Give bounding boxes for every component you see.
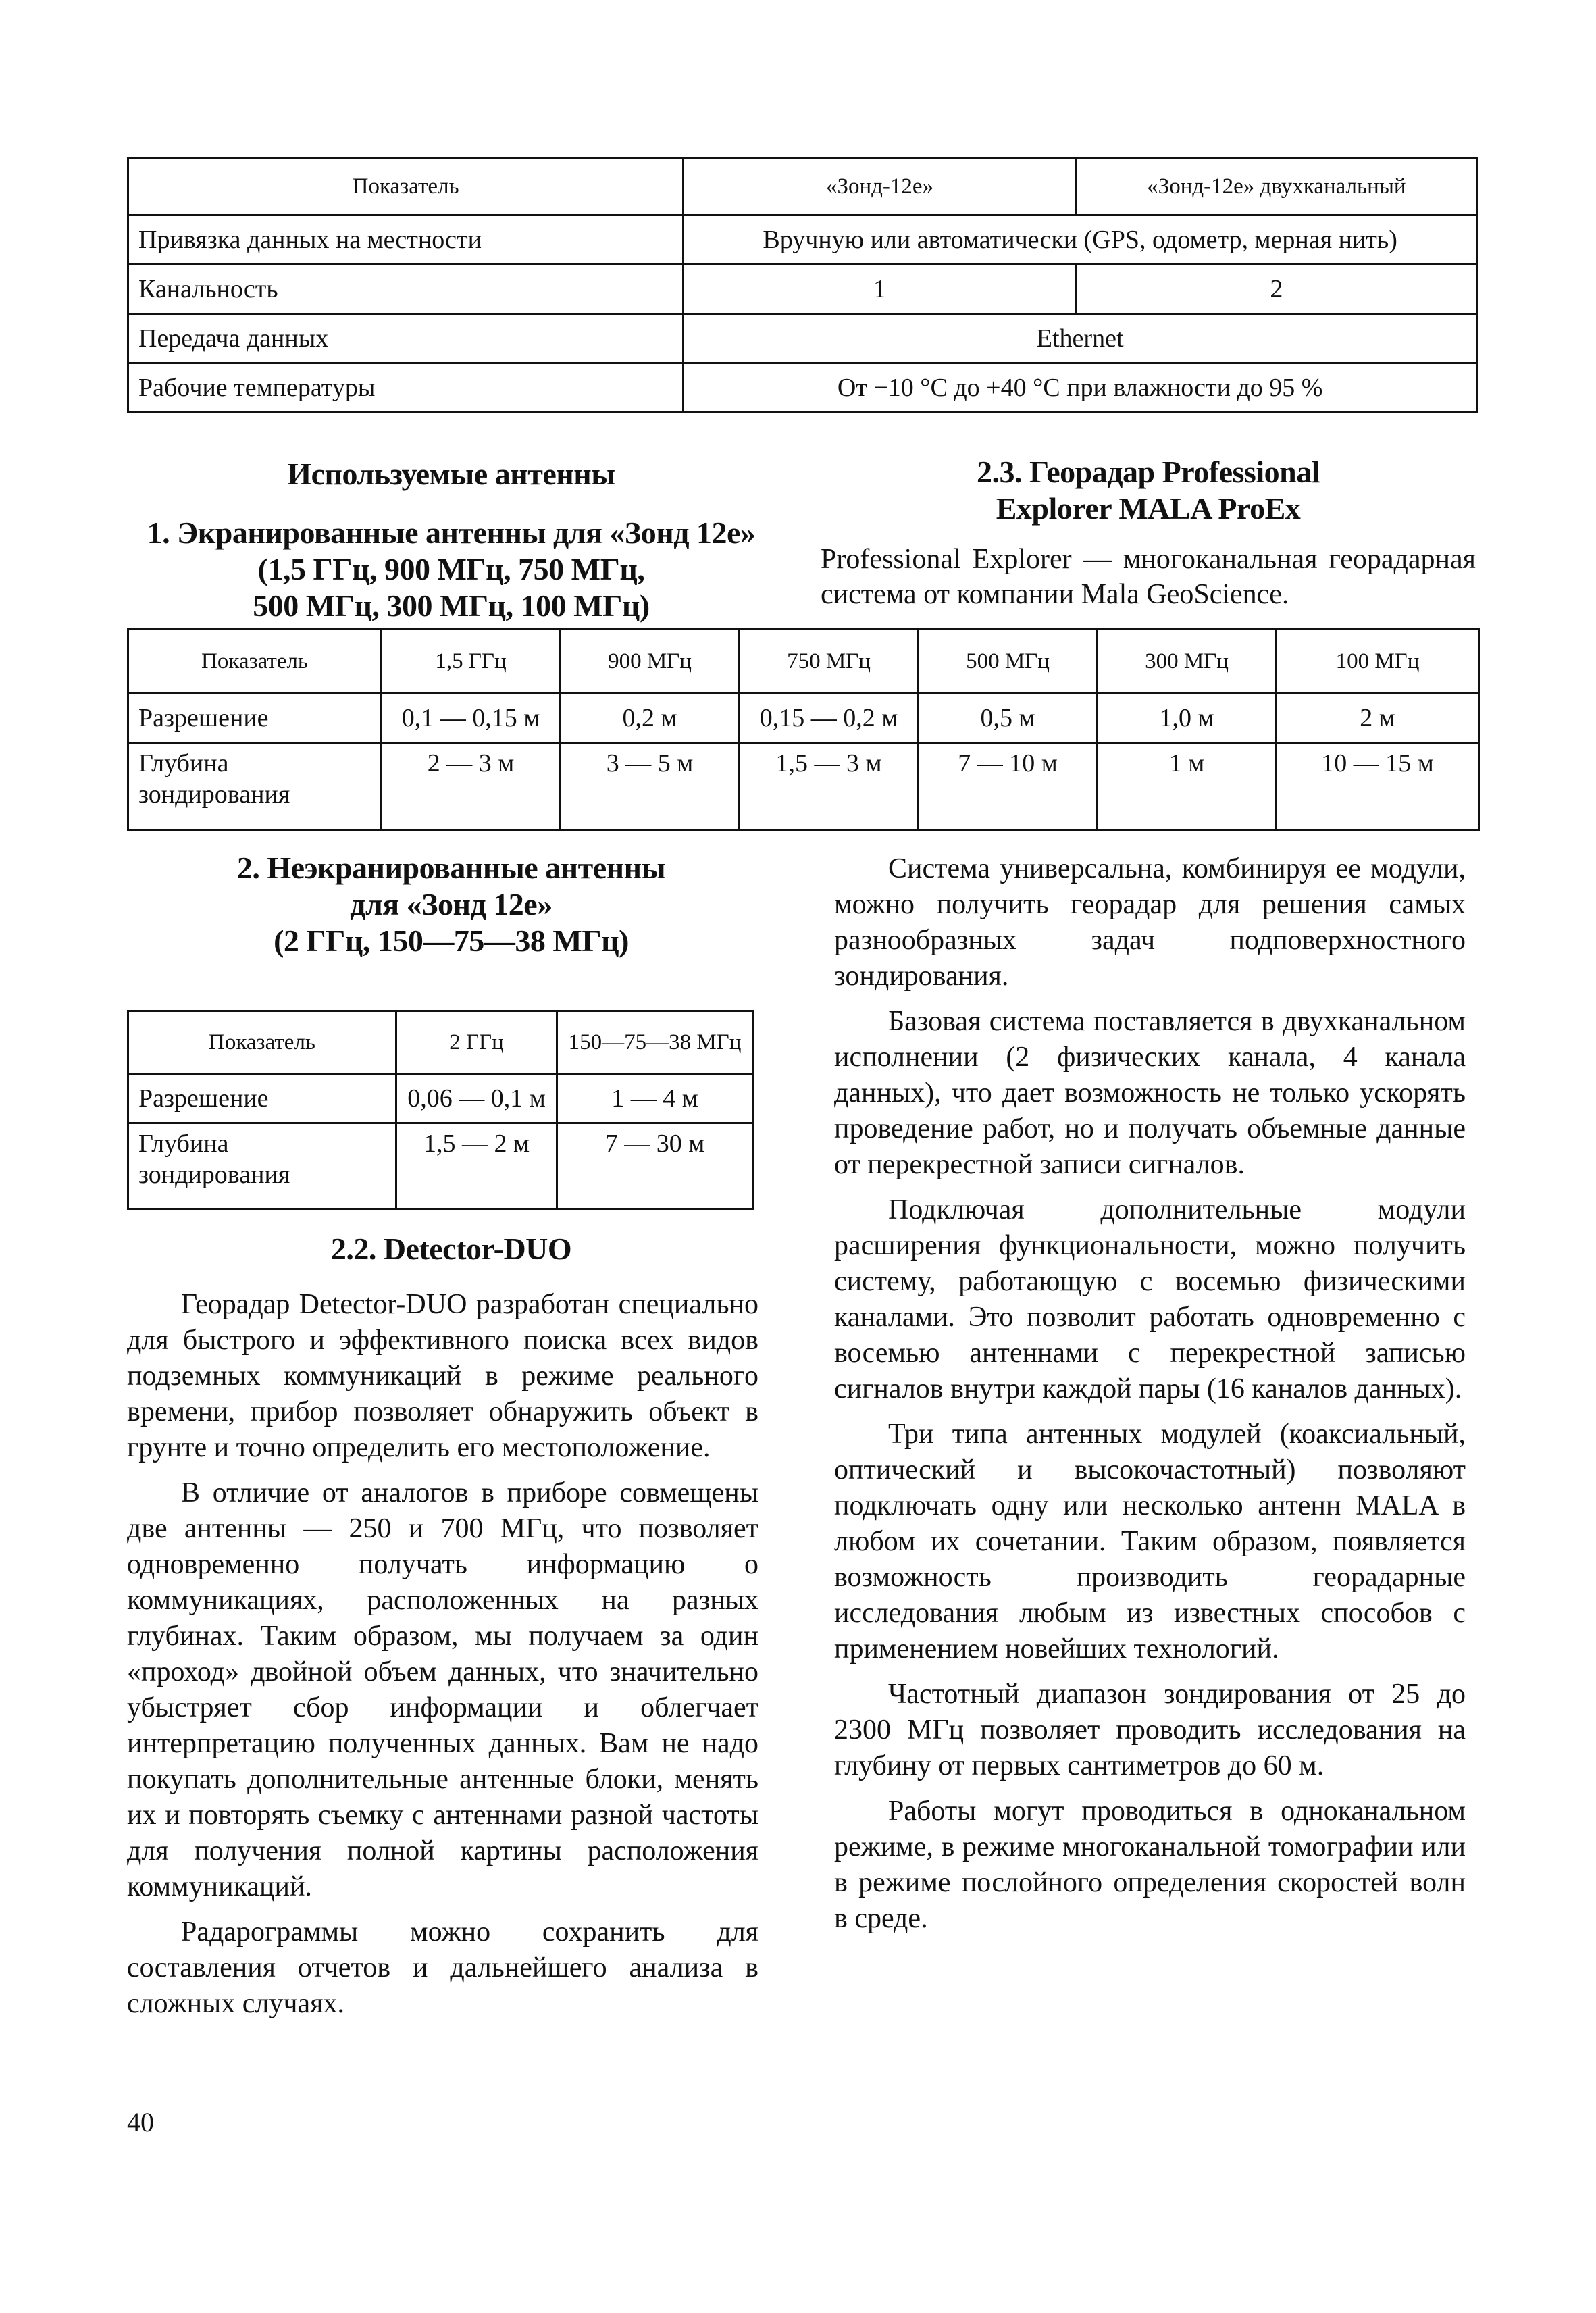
row-label: Привязка данных на местности <box>128 215 684 265</box>
detector-duo-text <box>127 1287 758 2031</box>
proex-body-text <box>834 851 1466 1946</box>
heading-line: для «Зонд 12е» <box>350 887 552 921</box>
table-row <box>128 265 1477 314</box>
heading-line: (2 ГГц, 150—75—38 МГц) <box>274 923 629 958</box>
table-cell: 1,5 — 3 м <box>740 743 919 830</box>
row-label: Передача данных <box>128 314 684 363</box>
table-cell: 0,15 — 0,2 м <box>740 694 919 743</box>
table-cell: 1 — 4 м <box>557 1074 753 1123</box>
header-cell: 100 МГц <box>1277 630 1479 694</box>
table-cell: 3 — 5 м <box>561 743 740 830</box>
header-cell: 500 МГц <box>919 630 1098 694</box>
unshielded-antennas-table <box>127 1010 754 1210</box>
table-cell: 7 — 30 м <box>557 1123 753 1209</box>
shielded-antennas-table <box>127 628 1480 831</box>
paragraph: В отличие от аналогов в приборе совмещены две антенны — 250 и 700 МГц, что позволяет одновременно получать информацию о коммуникациях, расположенных на разных глубинах. Таким образом, мы получаем за один «проход» двойной объем данных, что значительно убыстряет сбор информации и облегчает интерпретацию полученных данных. Вам не надо покупать дополнительные антенные блоки, менять их и повторять съемку с антеннами разной частоты для получения полной картины расположения коммуникаций. <box>127 1477 758 1902</box>
table-cell: 0,06 — 0,1 м <box>396 1074 557 1123</box>
row-value: Вручную или автоматически (GPS, одометр, мерная нить) <box>684 215 1477 265</box>
paragraph: Работы могут проводиться в одноканальном режиме, в режиме многоканальной томографии или в режиме послойного определения скоростей волн в среде. <box>834 1796 1466 1934</box>
row-label: Разрешение <box>128 1074 396 1123</box>
heading-line: 2.2. Detector-DUO <box>330 1231 572 1266</box>
table-header-row <box>128 158 1477 215</box>
heading-line: (1,5 ГГц, 900 МГц, 750 МГц, <box>257 552 645 586</box>
header-cell: Показатель <box>128 630 382 694</box>
paragraph: Три типа антенных модулей (коаксиальный, оптический и высокочастотный) позволяют подключать одну или несколько антенн MALA в любом их сочетании. Таким образом, появляется возможность производить георадарные исследования любым из известных способов с применением новейших технологий. <box>834 1419 1466 1664</box>
spec-table <box>127 157 1478 413</box>
table-row <box>128 363 1477 413</box>
row-value: 2 <box>1076 265 1476 314</box>
row-value: От −10 °С до +40 °С при влажности до 95 % <box>684 363 1477 413</box>
header-cell: 900 МГц <box>561 630 740 694</box>
table-cell: 0,1 — 0,15 м <box>382 694 561 743</box>
row-label: Глубина зондирования <box>128 1123 396 1209</box>
table-cell: 0,5 м <box>919 694 1098 743</box>
paragraph: Базовая система поставляется в двухканальном исполнении (2 физических канала, 4 канала данных), что дает возможность не только ускорять проведение работ, но и получать объемные данные от перекрестной записи сигналов. <box>834 1006 1466 1180</box>
heading-line: Используемые антенны <box>287 457 615 491</box>
header-cell: 2 ГГц <box>396 1011 557 1074</box>
table-cell: 2 — 3 м <box>382 743 561 830</box>
paragraph: Подключая дополнительные модули расширения функциональности, можно получить систему, работающую с восемью физическими каналами. Это позволит работать одновременно с восемью антеннами с перекрестной записью сигналов внутри каждой пары (16 каналов данных). <box>834 1194 1466 1404</box>
paragraph: Частотный диапазон зондирования от 25 до 2300 МГц позволяет проводить исследования на глубину от первых сантиметров до 60 м. <box>834 1679 1466 1781</box>
header-cell: Показатель <box>128 158 684 215</box>
header-cell: 300 МГц <box>1098 630 1277 694</box>
header-cell: 750 МГц <box>740 630 919 694</box>
paragraph: Георадар Detector-DUO разработан специально для быстрого и эффективного поиска всех видов подземных коммуникаций в режиме реального времени, прибор позволяет обнаружить объект в грунте и точно определить его местоположение. <box>127 1289 758 1463</box>
header-cell: 150—75—38 МГц <box>557 1011 753 1074</box>
shielded-antennas-heading <box>127 515 775 624</box>
heading-line: 500 МГц, 300 МГц, 100 МГц) <box>253 588 650 623</box>
header-cell: «Зонд-12е» двухканальный <box>1076 158 1476 215</box>
table-row <box>128 215 1477 265</box>
header-cell: Показатель <box>128 1011 396 1074</box>
detector-duo-heading <box>127 1231 775 1267</box>
table-row <box>128 1123 753 1209</box>
table-row <box>128 314 1477 363</box>
heading-line: 1. Экранированные антенны для «Зонд 12е» <box>147 515 756 550</box>
table-cell: 1,0 м <box>1098 694 1277 743</box>
paragraph: Система универсальна, комбинируя ее модули, можно получить георадар для решения самых разнообразных задач подповерхностного зондирования. <box>834 853 1466 992</box>
unshielded-antennas-heading <box>127 850 775 959</box>
row-label: Канальность <box>128 265 684 314</box>
header-cell: 1,5 ГГц <box>382 630 561 694</box>
heading-line: Explorer MALA ProEx <box>996 491 1301 526</box>
proex-intro-text: Professional Explorer — многоканальная георадарная система от компании Mala GeoScience. <box>821 544 1476 610</box>
table-cell: 1,5 — 2 м <box>396 1123 557 1209</box>
row-label: Разрешение <box>128 694 382 743</box>
heading-line: 2. Неэкранированные антенны <box>236 850 666 885</box>
table-row <box>128 694 1479 743</box>
table-row <box>128 1074 753 1123</box>
antennas-heading <box>127 456 775 492</box>
table-header-row <box>128 630 1479 694</box>
heading-line: 2.3. Георадар Professional <box>977 455 1320 489</box>
row-label: Глубина зондирования <box>128 743 382 830</box>
table-cell: 7 — 10 м <box>919 743 1098 830</box>
table-cell: 0,2 м <box>561 694 740 743</box>
table-cell: 10 — 15 м <box>1277 743 1479 830</box>
header-cell: «Зонд-12е» <box>684 158 1076 215</box>
row-label: Рабочие температуры <box>128 363 684 413</box>
table-cell: 1 м <box>1098 743 1277 830</box>
row-value: 1 <box>684 265 1076 314</box>
table-header-row <box>128 1011 753 1074</box>
table-cell: 2 м <box>1277 694 1479 743</box>
paragraph: Радарограммы можно сохранить для составления отчетов и дальнейшего анализа в сложных случаях. <box>127 1916 758 2019</box>
row-value: Ethernet <box>684 314 1477 363</box>
table-row <box>128 743 1479 830</box>
proex-heading <box>821 454 1476 527</box>
page-number: 40 <box>127 2107 154 2137</box>
